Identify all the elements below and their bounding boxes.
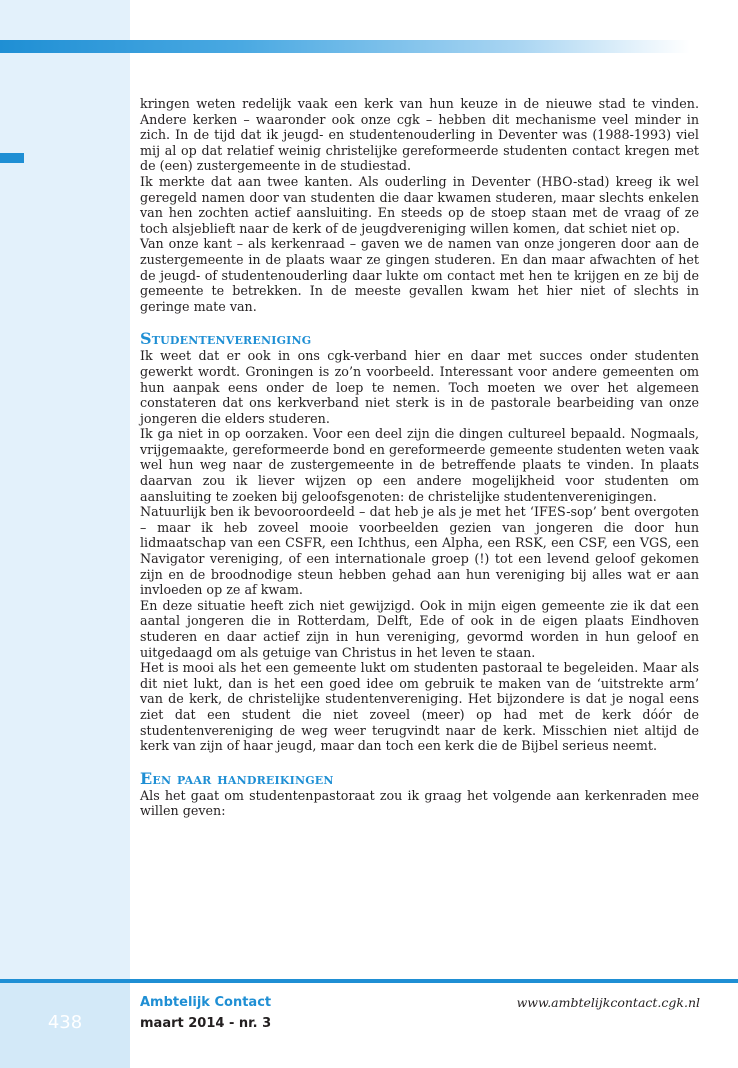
body-paragraph: kringen weten redelijk vaak een kerk van hun keuze in de nieuwe stad te vinden. Andere kerken – waaronder ook onze cgk – hebben dit mechanisme veel minder in zich. In de tijd dat ik jeugd- en studentenouderling in Deventer was (1988-1993) viel mij al op dat relatief weinig christelijke gereformeerde studenten contact kregen met de (een) zustergemeente in de studiestad.	[140, 96, 699, 174]
section-heading-studentenvereniging: Studentenvereniging	[140, 329, 312, 349]
article-body	[140, 96, 699, 819]
header-stripe	[0, 40, 690, 53]
body-paragraph: Ik ga niet in op oorzaken. Voor een deel zijn die dingen cultureel bepaald. Nogmaals, vrijgemaakte, gereformeerde bond en gereformeerde gemeente studenten weten vaak wel hun weg naar de zustergemeente in de betreffende plaats te vinden. In plaats daarvan zou ik liever wijzen op een andere mogelijkheid voor studenten om aansluiting te zoeken bij geloofsgenoten: de christelijke studentenverenigingen.	[140, 426, 699, 504]
body-paragraph: Natuurlijk ben ik bevooroordeeld – dat heb je als je met het ‘IFES-sop’ bent overgoten – maar ik heb zoveel mooie voorbeelden gezien van jongeren die door hun lidmaatschap van een CSFR, een Ichthus, een Alpha, een RSK, een CSF, een VGS, een Navigator vereniging, of een internationale groep (!) tot een levend geloof gekomen zijn en de broodnodige steun hebben gehad aan hun vereniging bij alles wat er aan invloeden op ze af kwam.	[140, 504, 699, 598]
issue-label: maart 2014 - nr. 3	[140, 1016, 272, 1031]
body-paragraph: Het is mooi als het een gemeente lukt om studenten pastoraal te begeleiden. Maar als dit niet lukt, dan is het een goed idee om gebruik te maken van de ‘uitstrekte arm’ van de kerk, de christelijke studentenvereniging. Het bijzondere is dat je nogal eens ziet dat een student die niet zoveel (meer) op had met de kerk dóór de studentenvereniging de weg weer terugvindt naar de kerk. Misschien niet altijd de kerk van zijn of haar jeugd, maar dan toch een kerk die de Bijbel serieus neemt.	[140, 660, 699, 754]
body-paragraph: Ik merkte dat aan twee kanten. Als ouderling in Deventer (HBO-stad) kreeg ik wel geregeld namen door van studenten die daar kwamen studeren, maar slechts enkelen van hen zochten actief aansluiting. En steeds op de stoep staan met de vraag of ze toch alsjeblieft naar de kerk of de jeugdvereniging willen komen, dat schiet niet op.	[140, 173, 699, 236]
margin-marker	[0, 153, 24, 163]
website-url[interactable]: www.ambtelijkcontact.cgk.nl	[516, 995, 700, 1010]
body-paragraph: Als het gaat om studentenpastoraat zou ik graag het volgende aan kerkenraden mee willen geven:	[140, 787, 699, 819]
body-paragraph: En deze situatie heeft zich niet gewijzigd. Ook in mijn eigen gemeente zie ik dat een aantal jongeren die in Rotterdam, Delft, Ede of ook in de eigen plaats Eindhoven studeren en daar actief zijn in hun vereniging, gevormd worden in hun geloof en uitgedaagd om als getuige van Christus in het leven te staan.	[140, 597, 699, 660]
publication-title: Ambtelijk Contact	[140, 995, 272, 1010]
body-paragraph: Van onze kant – als kerkenraad – gaven we de namen van onze jongeren door aan de zustergemeente in de plaats waar ze gingen studeren. En dan maar afwachten of het de jeugd- of studentenouderling daar lukte om contact met hen te krijgen en ze bij de gemeente te betrekken. In de meeste gevallen kwam het hier niet of slechts in geringe mate van.	[140, 236, 699, 314]
section-heading-handreikingen: Een paar handreikingen	[140, 768, 334, 788]
body-paragraph: Ik weet dat er ook in ons cgk-verband hier en daar met succes onder studenten gewerkt wordt. Groningen is zo’n voorbeeld. Interessant voor andere gemeenten om hun aanpak eens onder de loep te nemen. Toch moeten we over het algemeen constateren dat ons kerkverband niet sterk is in de pastorale bearbeiding van onze jongeren die elders studeren.	[140, 348, 699, 426]
page-number: 438	[47, 1012, 83, 1033]
